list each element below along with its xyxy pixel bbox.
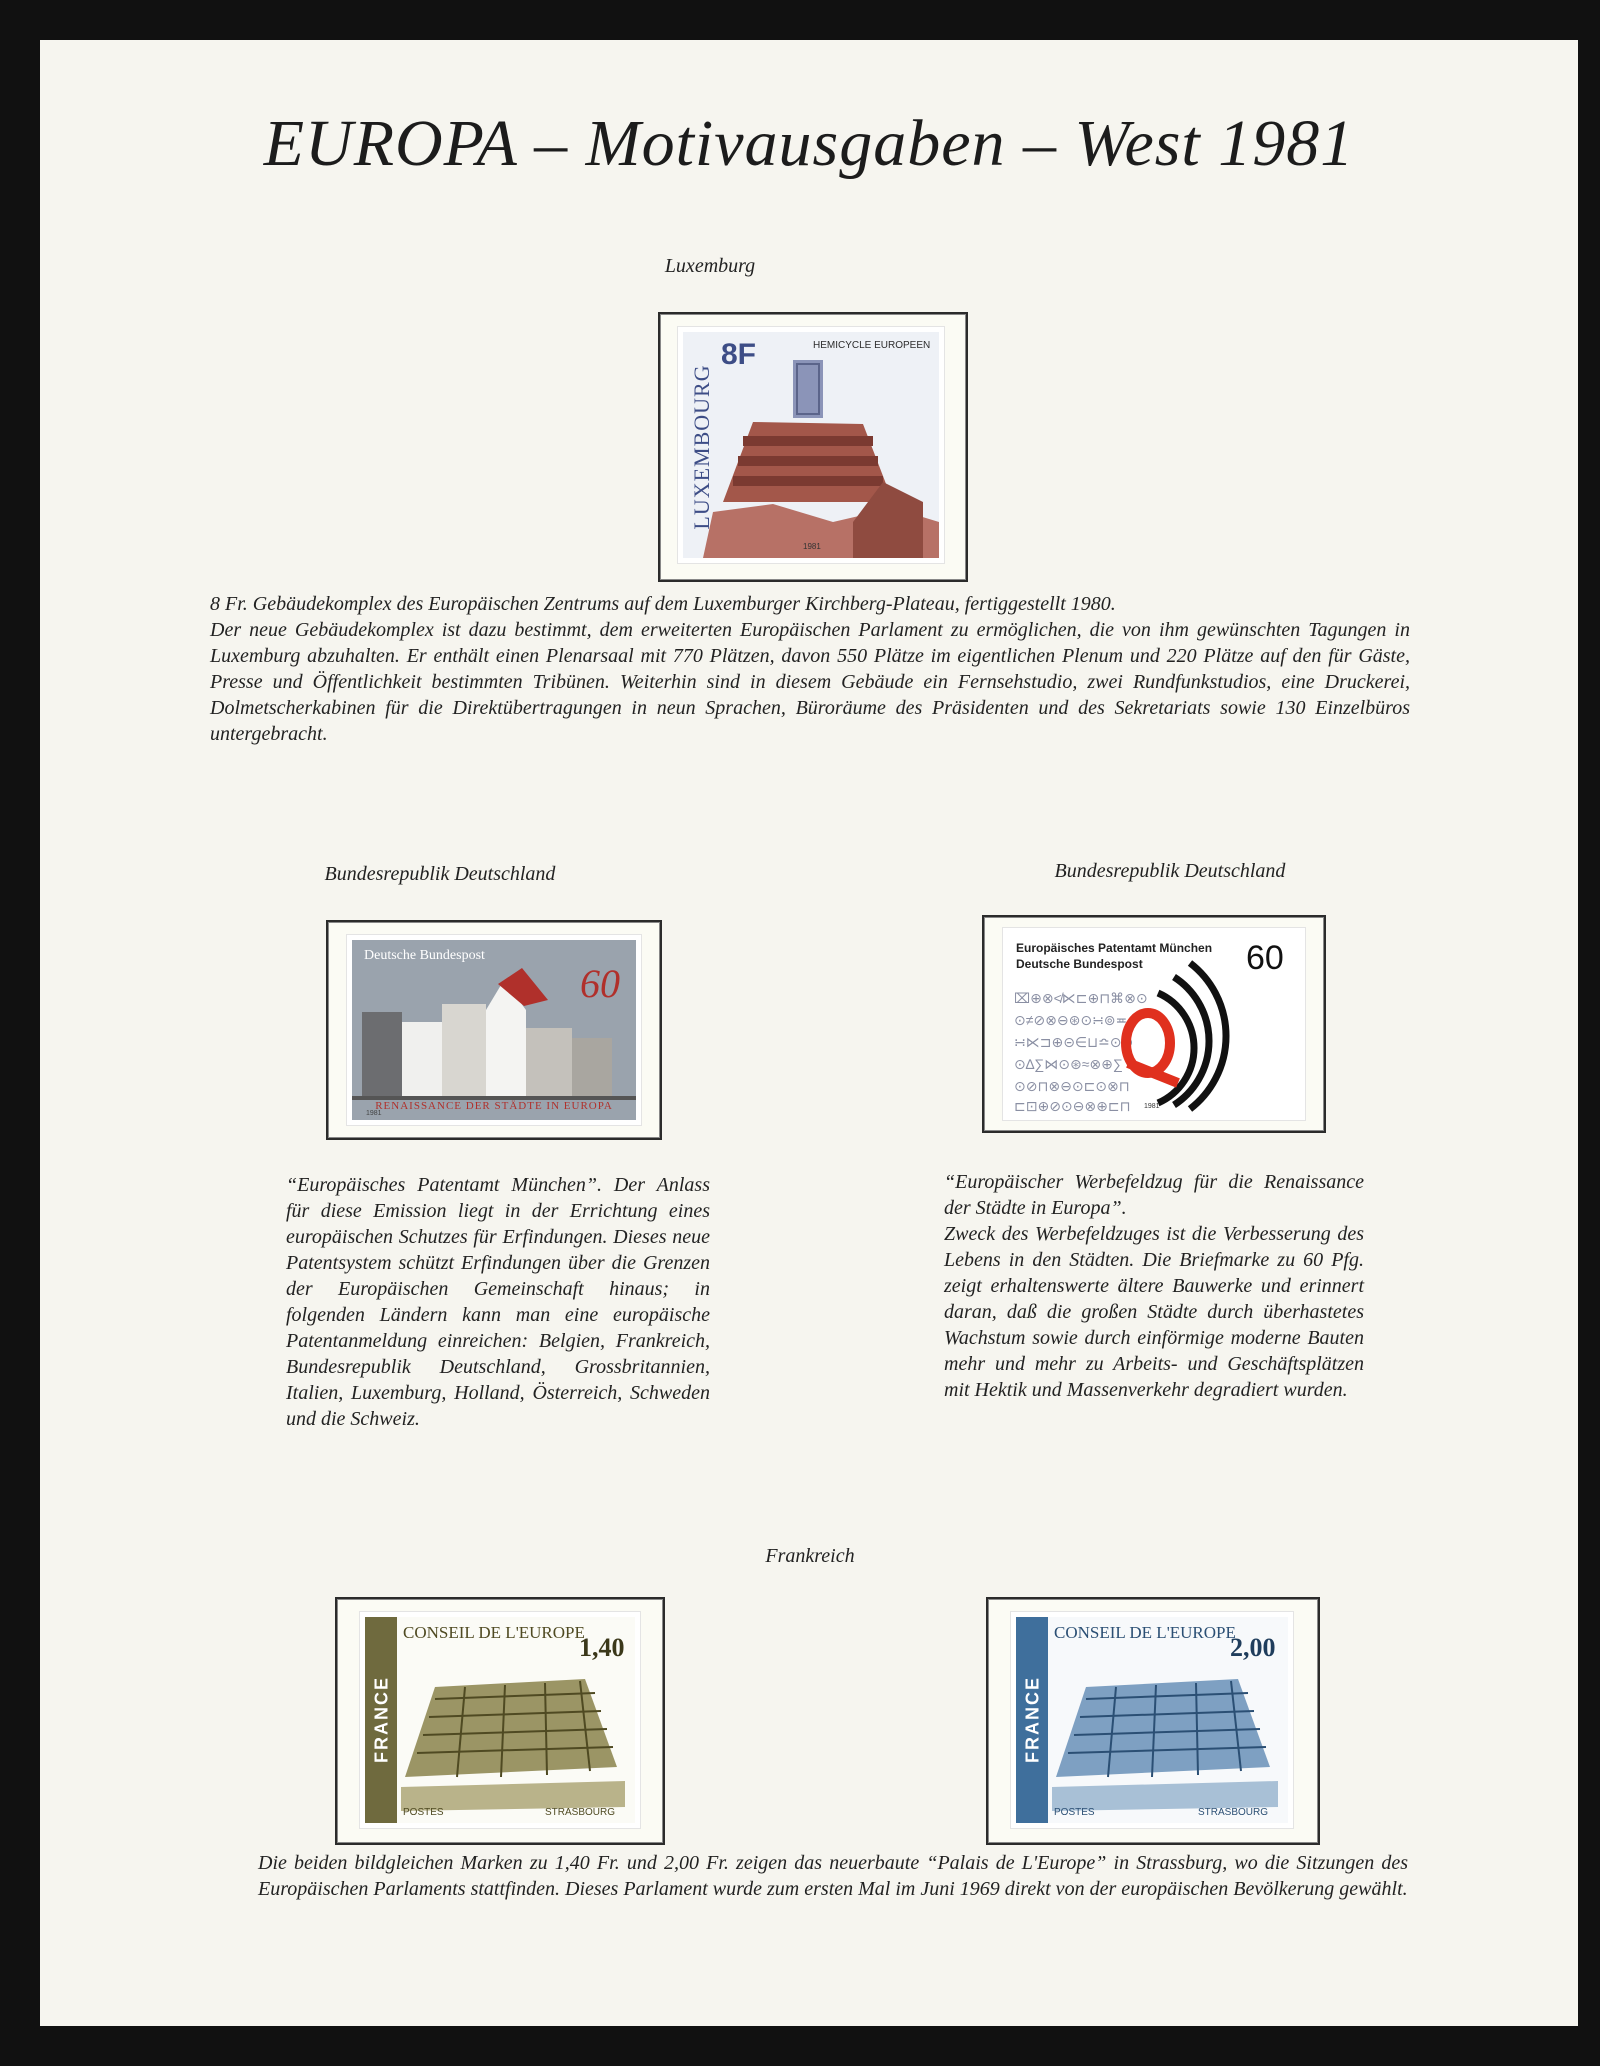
svg-text:⊙≠⊘⊗⊖⊛⊙∺⊚≖: ⊙≠⊘⊗⊖⊛⊙∺⊚≖ [1014,1012,1128,1028]
stamp-mount-germany-left [326,920,662,1140]
stamp-luxemburg [683,332,939,558]
stamp-france-200-value: 2,00 [1230,1633,1276,1662]
stamp-patentamt [1008,933,1300,1115]
stamp-france-200-country: FRANCE [1022,1676,1043,1763]
stamp-france-140-country: FRANCE [371,1676,392,1763]
stamp-patentamt-value: 60 [1246,939,1284,977]
stamp-france-200 [1016,1617,1288,1823]
stamp-patentamt-line1: Europäisches Patentamt München [1016,941,1213,955]
stamp-mount-france-right [986,1597,1320,1845]
svg-text:⊙⊘⊓⊗⊖⊙⊏⊙⊗⊓: ⊙⊘⊓⊗⊖⊙⊏⊙⊗⊓ [1014,1078,1130,1094]
stamp-renaissance-value: 60 [580,961,620,1006]
stamp-renaissance-issuer: Deutsche Bundespost [364,948,485,963]
description-luxemburg: 8 Fr. Gebäudekomplex des Europäischen Zentrums auf dem Luxemburger Kirchberg-Plateau, fertiggestellt 1980. Der neue Gebäudekomplex ist dazu bestimmt, dem erweiterten Europäischen Parlament zu ermöglichen, die von ihm gewünschten Tagungen in Luxemburg abzuhalten. Er enthält einen Plenarsaal mit 770 Plätzen, davon 550 Plätze im eigentlichen Plenum und 220 Plätze auf den für Gäste, Presse und Öffentlichkeit bestimmten Tribünen. Weiterhin sind in diesem Gebäude ein Fernsehstudio, zwei Rundfunkstudios, eine Druckerei, Dolmetscherkabinen für die Direktübertragungen in neun Sprachen, Büroräume des Präsidenten und des Sekretariats sowie 130 Einzelbüros untergebracht. [210,593,1410,745]
stamp-france-200-postes: POSTES [1054,1807,1095,1818]
svg-text:⌧⊕⊗≮⋉⊏⊕⊓⌘⊗⊙: ⌧⊕⊗≮⋉⊏⊕⊓⌘⊗⊙ [1014,990,1148,1006]
description-france: Die beiden bildgleichen Marken zu 1,40 Fr. und 2,00 Fr. zeigen das neuerbaute “Palais de L'Europe” in Strassburg, wo die Sitzungen des Europäischen Parlaments stattfinden. Dieses Parlament wurde zum ersten Mal im Juni 1969 direkt von der europäischen Bevölkerung gewählt. [258,1852,1408,1900]
stamp-mount-germany-right [982,915,1326,1133]
caption-france: Frankreich [765,1545,855,1567]
stamp-renaissance [352,940,636,1120]
stamp-renaissance-year: 1981 [366,1110,382,1117]
caption-germany-left: Bundesrepublik Deutschland [324,863,556,885]
stamp-france-140 [365,1617,635,1823]
svg-text:⊏⊡⊕⊘⊙⊖⊗⊕⊏⊓: ⊏⊡⊕⊘⊙⊖⊗⊕⊏⊓ [1014,1098,1131,1114]
stamp-mount-luxemburg [658,312,968,582]
stamp-france-140-value: 1,40 [579,1633,625,1662]
stamp-france-140-postes: POSTES [403,1807,444,1818]
stamp-luxemburg-value: 8F [721,338,757,371]
svg-text:⊙∆∑⋈⊙⊛≈⊗⊕∑: ⊙∆∑⋈⊙⊛≈⊗⊕∑ [1014,1056,1123,1072]
caption-germany-right: Bundesrepublik Deutschland [1054,860,1286,882]
stamp-france-200-heading: CONSEIL DE L'EUROPE [1054,1623,1236,1642]
stamp-france-140-city: STRASBOURG [545,1807,616,1818]
stamp-mount-france-left [335,1597,665,1845]
description-germany-right: “Europäischer Werbefeldzug für die Renaissance der Städte in Europa”. Zweck des Werbefeldzuges ist die Verbesserung des Lebens in den Städten. Die Briefmarke zu 60 Pfg. zeigt erhaltenswerte ältere Bauwerke und erinnert daran, daß die großen Städte durch überhastetes Wachstum sowie durch einförmige moderne Bauten mehr und mehr zu Arbeits- und Geschäftsplätzen mit Hektik und Massenverkehr degradiert wurden. [944,1171,1364,1401]
album-page [40,40,1578,2026]
stamp-renaissance-legend: RENAISSANCE DER STÄDTE IN EUROPA [375,1100,613,1112]
stamp-patentamt-line2: Deutsche Bundespost [1016,957,1143,971]
stamp-luxemburg-heading: HEMICYCLE EUROPEEN [813,340,931,351]
stamp-france-200-city: STRASBOURG [1198,1807,1269,1818]
caption-luxemburg: Luxemburg [664,255,756,277]
stamp-patentamt-year: 1981 [1144,1103,1160,1110]
stamp-luxemburg-country: LUXEMBOURG [689,364,714,530]
svg-text:∺⋉⊐⊕⊝∈⊔≏⊙⊖: ∺⋉⊐⊕⊝∈⊔≏⊙⊖ [1014,1034,1134,1050]
stamp-luxemburg-year: 1981 [803,542,821,551]
description-germany-left: “Europäisches Patentamt München”. Der Anlass für diese Emission liegt in der Errichtung eines europäischen Schutzes für Erfindungen. Dieses neue Patentsystem schützt Erfindungen über die Grenzen der Europäischen Gemeinschaft hinaus; in folgenden Ländern kann man eine europäische Patentanmeldung einreichen: Belgien, Frankreich, Bundesrepublik Deutschland, Grossbritannien, Italien, Luxemburg, Holland, Österreich, Schweden und die Schweiz. [286,1174,710,1430]
stamp-france-140-heading: CONSEIL DE L'EUROPE [403,1623,585,1642]
page-title: EUROPA – Motivausgaben – West 1981 [263,107,1355,180]
